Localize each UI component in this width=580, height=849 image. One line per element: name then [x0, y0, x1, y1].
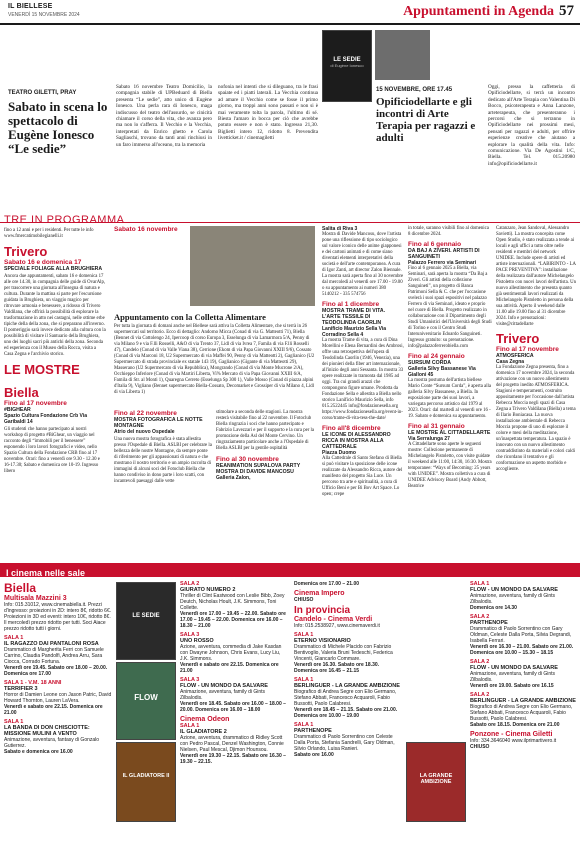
event-place: Atrio del nuovo Ospedale [114, 429, 175, 435]
cinema-sala: SALA 2 [470, 692, 490, 698]
event-place: Casa Zegna [496, 359, 525, 365]
event-text: A Cittadellarte sono aperte le seguenti mostre: Collezione permanente di Michelangelo Pistoletto, con visite guidate il weekend alle 11:00, 14:30, 16:30. Mostra temporanee: “Ways of Becoming: 25 years with UNIDEE”. Mostra collettiva a cura di UNIDEE Advisory Board (Andy Abbott, Beatrice [408, 442, 492, 489]
cinema-info: Info: 334.3646040 www.ilprimartivero.it [470, 738, 557, 744]
arte-terapia-photo [375, 30, 430, 80]
film-title: BERLINGUER - LA GRANDE AMBIZIONE [470, 698, 576, 704]
event-text: Una nuova mostra fotografica è stata allestita presso l'Ospedale di Biella. ASLBI per celebrare la bellezza delle nostre Montagne, da sempre ponte di riferimento per gli appassionati di natura e che mostrano il nostro territorio e un ampio raccolta di immagini di alcuni soci del Fotoclub Biella che hanno condiviso in dono parte i loro scatti, con incantevoli paesaggi dalle vette [114, 437, 212, 484]
cinema-name: Cinema Odeon [180, 716, 230, 723]
film-title: TERRIFIER 3 [4, 686, 38, 692]
film-times: Sabato e domenica ore 16.00 [4, 749, 73, 755]
cinema-city-biella: Biella [4, 581, 37, 595]
newspaper-name: IL BIELLESE [8, 3, 53, 10]
film-title: PARTHENOPE [470, 620, 508, 626]
event-text: Catanzaro, Jean Sandoval, Alessandro Savietti). La mostra concepita come Open Studio, è stato realizzata a tende ai locali e agli uffici a tutto oltre nelle residenti e membri del network UNIDEE. Include opere di artisti ed artiste internazionali. “LABIRINTO - LA PACE PREVENTIVA”: installazione della realizzata dall'autore Michelangelo Pistoletto con nuovi lavori dell'artista. Un nuovo allestimento che presenta quanto già sentimentali lavori realizzati da Michelangelo Pistoletto in persona della sua attività. Aperto il weekend dalle 11.00 alle 19.00 fino al 31 dicembre 2024. Info e prenotazioni: visite@cittadellarte [496, 226, 577, 327]
event-place: Lanificio Maurizio Sella Via Corradino Sella 4 [322, 326, 387, 338]
event-date: Fino all'8 dicembre [322, 425, 381, 432]
event-text: Ancora due appuntamenti, sabato 16 e domenica 17 alle ore 14.30, in compagnia delle guide di OvarAlp, per trascorrere una giornata all'insegna di natura e cultura. Durante la mattina si parte per l'escursione guidata in Brughiera, un viaggio magico per ritrovare armonia e benessere, a ridosso di Trivero Valdilana, che offrirà la possibilità di esplorare la trasformazione in atto nei castagni, nelle ottime erbe tipiche della della zona, che si preparano all'inverno. Il pomeriggio sarà invece dedicato alla cultura con la possibilità di visitare il Santuario della Brughiera, uno dei luoghi sacri più antichi della zona. Seconda ed esperienza con il Museo della Rocca, visita a Casa Zegna e l'archivio storico. [4, 274, 106, 357]
header-rule [0, 23, 580, 25]
film-title: BERLINGUER - LA GRANDE AMBIZIONE [294, 683, 400, 689]
film-title: IL GLADIATORE 2 [180, 729, 227, 735]
colletta-headline: Appuntamento con la Colletta Alimentare [114, 312, 266, 322]
film-title: PARTHENOPE [294, 728, 332, 734]
film-times: Venerdì ore 19.30 – 22.15. Sabato ore 16.30 – 19.30 – 22.15. [180, 753, 286, 765]
cinema-status: CHIUSO [294, 597, 314, 603]
event-title: LE ICONE DI ALESSANDRO RICCA IN MOSTRA ALLA CATTEDRALE [322, 432, 391, 450]
film-desc: Biografico di Andrea Segre con Elio Germano, Stefano Abbati, Francesco Acquaroli, Fabio Bussotti, Paolo Calabresi. [294, 689, 397, 707]
event-text: Fino al 6 gennaio 2025 a Biella, via Seminari, sarà aperta la mostra “Da Baj a Ziveri. Gli artisti della collezione Sanguineti”, un progetto di Banca Patrimoni Sella & C. che per l'occasione svelerà i suoi spazi espositivi nel palazzo Ferrero di via Seminari, ideato e proprio nel cuore di Biella. Progetto realizzato in collaborazione con il Dipartimento degli Studi Umanistici dell'Università degli Studi di Torino e con il Centro Studi Interuniversitario Edoardo Sanguineti. Ingresso gratuito: su prenotazione. info@palazzoferrerobiella.com [408, 266, 492, 349]
event-place: Piazza Duomo [322, 450, 356, 456]
film-times: Venerdì ore 18.45. Sabato ore 16.00 – 18.00 – 20.00. Domenica ore 16.00 – 18.00 [180, 701, 286, 713]
event-date: Fino al 24 gennaio [408, 353, 465, 360]
poster-title: LE SEDIE [333, 57, 361, 63]
programma-col3 [322, 226, 404, 498]
city-trivero: Trivero [496, 331, 540, 346]
mostra-fotografica [114, 410, 212, 485]
film-times: Venerdì ore 18.45 – 21.15. Sabato ore 21.00. Domenica ore 10.00 – 19.00 [294, 707, 398, 719]
programma-col1 [4, 228, 106, 475]
poster-gladiatore [116, 742, 176, 822]
event-date: Fino al 1 dicembre [322, 301, 380, 308]
city-biella: Biella [4, 385, 39, 400]
event-title: SURSUM CORDA [408, 360, 451, 366]
film-title: GIURATO NUMERO 2 [180, 587, 236, 593]
film-times: Sabato ore 18.15. Domenica ore 21.00 [470, 722, 560, 728]
colletta-text: Per tutta la giornata di domani anche nel Biellese sarà attiva la Colletta Alimentare, che si terrà in 26 supermercati sul territorio. Ecco di dettaglio: Andorno Micca (Conad di via G. Matteotti 71), Biella (Bennet di via Cottolengo 24, Ipercoop di corso Europa 3, Esselunga di via Lamarmora 5/A, Penny di via Milano 9 e via F.lli Rosselli, A&O di via Trento 37, Lidl di via Ivrea 7, Famila di via F.lli Rosselli 47), Candelo (Conad di via Valle Viana 38), Cerrione (Ekom di via Papa Giovanni XXIII 9/6), Cossato (Conad di via Marconi 18, U2 Supermercato di via Maffei 90, Penny di via Matteotti 2), Gaglianico (U2 Supermercato di strada provinciale ex statale 143 19), Gaglianico (Gigante di via Matteotti 29), Masserano (U2 Supermercato di via Repubblica), Mongrando (Conad di via Monte Mucrone 2/A), Occhieppo Inferiore (Conad di via Martiri Liberta, Vi% Mercato di via Papa Giovanni XXIII 6/A, Famila di Str. al Monti 1), Quaregna Cerreto (Esselunga Sp 300 1), Valle Mosso (Conad di piazza alpini d'Italia 9), Vigliano (Bennet supermercato Biella-Cossato, Decomarket e Grossiper di via Milano 4, Lidl di via Liberta 1) [114, 324, 315, 395]
poster-label: LA GRANDE AMBIZIONE [419, 773, 453, 785]
film-times: Venerdì e sabato ore 22.15. Domenica ore 21.00 [4, 704, 103, 716]
film-desc: Drammatico di Paolo Sorrentino con Celeste Dalla Porta, Stefania Sandrelli, Gary Oldman, Silvio Orlando, Luisa Ranieri. [294, 734, 395, 752]
event-date: Sabato 16 novembre [114, 226, 178, 233]
cinema-col4 [470, 581, 576, 750]
event-place: Palazzo Ferrero via Seminari [408, 260, 477, 266]
film-title: FLOW - UN MONDO DA SALVARE [180, 683, 268, 689]
film-desc: Drammatico di Margherita Ferri con Samuele Carrino, Claudia Pandolfi, Andrea Arru, Sara Ciocca, Corrado Fortuna. [4, 647, 104, 665]
event-text: Mostra di Davide Mancosu, dove l'artista pone una riflessione di tipo sociologico sul valore iconico delle anime giapponesi e dei cartoni animati e di come siano diventati elementi interpretativi della società e dell'arte contemporanea. A cura di Igor Zanti, art director Zalon Biennale. La mostra sarà aperta fino al 30 novembre dal mercoledì al venerdì ore 17.00 - 19.00 o su appuntamento ai numeri 380 5140212 - 335 574756 [322, 232, 404, 297]
event-place: Via Serralunga 27 [408, 436, 450, 442]
issue-date: VENERDÌ 15 NOVEMBRE 2024 [8, 12, 80, 18]
event-date: Fino al 6 gennaio [408, 241, 462, 248]
film-desc: Thriller di Clint Eastwood con Leslie Bibb, Zoey Deutch, Nicholas Hoult, J.K. Simmons, Toni Collette. [180, 593, 285, 611]
cinema-info: Info: 015.2538927, www.cinemaverdi.it [294, 623, 380, 629]
theatre-body-col2-extra: Biesta l'amaro in bocca per ciò che avrebbe potuto essere e non è stato. Ingresso 21,30. Biglietti intero 12, ridotto 8. Prevendita livetticket.it / cinemagiletti [218, 116, 318, 142]
cinema-provincia: In provincia [294, 605, 351, 616]
colletta-photo [190, 226, 315, 306]
film-title: ETERNO VISIONARIO [294, 638, 351, 644]
theatre-body-col2 [218, 84, 318, 142]
event-text: in totale, saranno visibili fino al domenica 8 dicembre 2024. [408, 226, 489, 237]
film-times: Venerdì e sabato ore 22.15. Domenica ore 21.00 [180, 662, 279, 674]
cinema-sala: SALA 1 [470, 581, 490, 587]
film-desc: Drammatico di Paolo Sorrentino con Gary Oldman, Celeste Dalla Porta, Silvia Degrandi, Isabella Ferrari. [470, 626, 572, 644]
event-title: SPECIALE FOLIAGE ALLA BRUGHIERA [4, 266, 103, 272]
event-title: MOSTRA FOTOGRAFICA LE NOTTE MONTAGNE [114, 417, 203, 429]
cinema-col1 [4, 581, 112, 755]
film-desc: Horror di Damien Leone con Jason Patric, David Howard Thornton, Lauren LaVera. [4, 692, 112, 704]
event-text: Gli studenti che hanno partecipato ai nostri workshop di progetto #BiGhear, un viaggio nel racconto degli “immobili per il benessere” esponendo i loro lavori fotografici e video, nello Spazio Cultura della Fondazione CRB fino al 17 novembre. Orari: fino a venerdì ore 9.30 - 12.30 e 16-17.30; Sabato e domenica ore 10-19. Ingresso libero [4, 427, 100, 474]
arte-body: Oggi, presso la caffetteria di Opificiodellarte, si terrà un incontro dedicato all'Arte Terapia con Valentina Di Bocco, psicoterapeuta e Anna Lanzone, arteterapeuta, che presenteranno i percorsi che si terranno in Opificiodellarte nei prossimi mesi, pensati per ragazzi e adulti, per offrire esperienze creative che aiutano a esplorare la qualità della vita. Info: comunicazione. Via De Agostini 1/C, Biella. Tel. 015.20980 info@opificiodellarte.it [488, 84, 575, 167]
event-text: stimolare a seconda delle stagioni. La mostra resterà visitabile fino al 22 novembre. Il Fotoclub Biella ringrazia i soci che hanno partecipato e Fabrizio Lavezzari e per il supporto e la cura per la promozione della Asl del Monte Cervino. Un ringraziamento particolare anche a l'Ospedale di Biella ASLBI per la gentile ospitalità [216, 410, 315, 451]
cinema-sala: SALA 2 [180, 581, 200, 587]
poster-label: LE SEDIE [132, 613, 160, 619]
cinema-sala: SALA 1 [294, 677, 314, 683]
event-place: Galleria Silvy Bassanese Via Gialloni 45 [408, 366, 476, 378]
event-date: Sabato 16 e domenica 17 [4, 259, 82, 266]
event-date: Fino al 30 novembre [216, 456, 279, 463]
arte-kicker: 15 NOVEMBRE, ORE 17.45 [376, 87, 453, 93]
le-sedie-poster [322, 30, 372, 102]
cinema-name: Ponzone - Cinema Giletti [470, 731, 553, 738]
mostra-fotografica-cont [216, 410, 316, 481]
film-title: FLOW - UN MONDO DA SALVARE [470, 665, 558, 671]
programma-band [0, 210, 580, 226]
event-date: Fino al 17 novembre [496, 346, 559, 353]
film-times: Venerdì ore 17.00 – 19.45 – 22.00. Sabato ore 17.00 – 19.45 – 22.00. Domenica ore 16.00 – 18.30 – 21.00 [180, 611, 286, 629]
cinema-sala: SALA 3 [180, 632, 200, 638]
poster-subtitle: di Eugène Ionesco [330, 63, 364, 68]
poster-label: FLOW [134, 693, 158, 702]
poster-label: IL GLADIATORE II [122, 773, 170, 779]
theatre-body-col1: Sabato 16 novembre Teatro Domicilio, la compagnia stabile di UPBeduard di Biella presenta “Le sedie”, atto unico di Eugène Ionesco. Una perla rara di Ionesco, maga indiscusso del teatro dell'assurdo, se cinicità chiamare il corso della vita, che avanza pero ma non lo s'afferra. Il Vecchio e la Vecchia, interpretati da Enrico ghetto e Carola Sagliaschi, trovano da tanti anni rinchiusi in un faro immerso all'oceano, tra la memoria [116, 84, 212, 148]
event-date: Fino al 17 novembre [4, 400, 67, 407]
cinema-status: CHIUSO [470, 744, 490, 750]
film-desc: Animazione, avventura, family di Gints Zilbalodis. [470, 593, 556, 605]
film-desc: Animazione, avventura, fantasy di Gonzalo Gutierrez. [4, 737, 100, 749]
cinema-col3 [294, 581, 402, 758]
film-desc: Azione, avventura, commedia di Jake Kasdan con Dwayne Johnson, Chris Evans, Lucy Liu, J.K. Simmons. [180, 644, 282, 662]
colletta-article [114, 312, 316, 396]
event-title: MOSTRA TRAME DI VITA. L'ARTE TESSILE DI TEODOLINDA CAORLIN [322, 308, 386, 326]
cinema-sala: SALA 1 [294, 632, 314, 638]
cinema-sala: SALA 1 [180, 723, 200, 729]
film-title: IL RAGAZZO DAI PANTALONI ROSA [4, 641, 99, 647]
event-text: La Fondazione Zegna presenta, fino a domenica 17 novembre 2024, la seconda attivazione con un nuovo allestimento del progetto inedito ATMOSFERICA. Stagioni e temperamenti, costruito appositamente per l'occasione dall'artista Rebecca Moccia negli spazi di Casa Zegna a Trivero Valdilana (Biella) a tema di Ilario Boniacasa. La nuova installazione ambientale di Rebecca Moccia propone di uno di esplorare il colore e mesi della meditazione, un'inaspettata temperatura. La spazio è innovato con un nuovo allestimento contraddistinto da materiali e colori caldi che ricordano il tentativo e gli conformazione un aspetto morbido e accogliente. [496, 365, 576, 472]
film-title: UNO ROSSO [180, 638, 214, 644]
film-title: FLOW - UN MONDO DA SALVARE [470, 587, 558, 593]
poster-berlinguer [406, 742, 466, 822]
event-title: REANIMATION SUPALOVA PARTY MOSTRA DI DAVIDE MANCOSU [216, 463, 301, 475]
cinema-sala: SALA 1 [294, 722, 314, 728]
film-times: Venerdì ore 19.00. Sabato ore 16.15 [470, 683, 554, 689]
cinema-name: Multisala Mazzini 3 [4, 595, 67, 602]
cinema-name: Cinema Impero [294, 590, 345, 597]
cinema-name: Candelo - Cinema Verdi [294, 616, 373, 623]
poster-le-sedie [116, 582, 176, 660]
film-desc: Azione, avventura, drammatico di Ridley Scott con Pedro Pascal, Denzel Washington, Connie Nielsen, Paul Mescal, Djimon Hounsou. [180, 735, 284, 753]
programma-col4 [408, 226, 492, 490]
mostre-heading: LE MOSTRE [4, 362, 80, 377]
cinema-sala: SALA 2 [470, 659, 490, 665]
film-desc: Animazione, avventura, family di Gints Zilbalodis. [470, 671, 556, 683]
event-text: La mostra postuma dell'artista biellese Mario Conte “Sursum Corda”, è aperta alla galleria Silvy Bassanese, a Biella. In esposizione parte dei suoi lavori, a variegata percorso artistico dal 1979 al 2023. Orari: dal martedì al venerdì ore 16 - 19. Sabato e domenica su appuntamento. [408, 378, 491, 419]
cinema-sala: SALA 3 [180, 677, 200, 683]
theatre-headline: Sabato in scena lo spettacolo di Eugène Ionesco “Le sedie” [8, 99, 108, 156]
film-times: Venerdì ore 19.45. Sabato ore 18.00 – 20.00. Domenica ore 17.00 [4, 665, 108, 677]
event-date: Fino al 22 novembre [114, 410, 177, 417]
poster-flow [116, 662, 176, 740]
theatre-kicker: TEATRO GILETTI, PRAY [8, 90, 77, 96]
film-times: Domenica ore 17.00 – 21.00 [294, 581, 360, 587]
event-place: Galleria Zalon, [216, 475, 251, 481]
event-place: Spazio Cultura Fondazione Crb Via Garibaldi 14 [4, 413, 87, 425]
page-number: 57 [559, 3, 574, 19]
arte-headline: Opificiodellarte e gli incontri di Arte Terapia per ragazzi e adulti [376, 96, 476, 144]
cinema-sala: SALA 2 [470, 614, 490, 620]
cinema-col2 [180, 581, 288, 765]
event-title: LE MOSTRE AL CITTADELLARTE [408, 430, 491, 436]
cinema-sala: SALA 1 [4, 635, 24, 641]
film-desc: Animazione, avventura, family di Gints Zilbalodis. [180, 689, 266, 701]
event-text: Alla Cattedrale di Santo Stefano di Biella si può visitare la sposizione delle icone realizzate da Alessandro Ricca, autore del manifesto del progetto Sia Luce. Un percorso tra arte e spiritualità, a cura di Ufficio Beni e per Bi Bov Art Space. Lo open; crepe [322, 456, 403, 497]
film-title: LA BANDA DI DON CHISCIOTTE: MISSIONE MULINI A VENTO [4, 725, 90, 737]
event-title: ATMOSFERICA [496, 353, 534, 359]
col1-intro: fino a 12 anni e per i residenti. Per tutte le info www.fmercatimobilegianelli.it [4, 228, 94, 239]
cinema-sala: SALA 1 - V.M. 18 ANNI [4, 680, 62, 686]
event-title: #BIGHEAR [4, 407, 31, 413]
film-desc: Drammatico di Michele Placido con Fabrizio Bentivoglio, Valeria Bruni Tedeschi, Federica Vincenti, Giancarlo Commare. [294, 644, 393, 662]
event-title: DA BAJ A ZIVERI. ARTISTI DI SANGUINETI [408, 248, 480, 260]
event-place: Salita di Riva 3 [322, 226, 358, 232]
film-times: Domenica ore 14.30 [470, 605, 517, 611]
city-trivero: Trivero [4, 244, 48, 259]
programma-col5 [496, 226, 576, 473]
cinema-band-title: I cinema nelle sale [6, 568, 86, 578]
theatre-body-col2-text: nofonia nel intenti che si dileguano, tra le frasi spaiate ed i piatti laterali. La Vecchia continua ad amare il Vecchio come se fosse il primo giorno, ma troppi anni sono passati e non si è mai veramente tolta la parola, l'ultimo di sé. [218, 84, 318, 116]
section-title: Appuntamenti in Agenda [403, 4, 554, 19]
event-text: La mostra Trame di vita, a cura di Dina Morellini e Elena Bernardini des Ambrosi, offre una retrospettiva dell'opera di Teodolinda Caorlin (1946, Venezia), una dei pionieri della fiber art internazionale, all'inizio degli anni Sessanta. In mostra 33 opere realizzate in tramonta dal 1985 ad oggi. Tra cui grandi arazzi che compongono figure umane. Prodotta da Fondazione Sella e allestita a Biella nello storico Lanificio Maurizio Sella, info 015.2522445 info@fondazionesella.org https://www.fondazionesella.org/event-in-corso/trame-di-vita-tess-the-date/ [322, 338, 404, 421]
cinema-info: Info: 015.31012, www.cinemabiella.it. Prezzi d'ingresso: proiezioni in 2D: intero 8€, ridotto 6€. Proiezioni in 3D ed eventi: intero 10€, ridotto 8€. Il mercoledì prezzo ridotto per tutti. Soci Aiace prezzo ridotto tutti i giorni. [4, 602, 112, 632]
programma-band-title: TRE IN PROGRAMMA [4, 214, 125, 226]
film-desc: Biografico di Andrea Segre con Elio Germano, Stefano Abbati, Francesco Acquaroli, Fabio Bussotti, Paolo Calabresi. [470, 704, 573, 722]
film-times: Sabato ore 16.00 [294, 752, 334, 758]
cinema-band [0, 563, 580, 577]
film-times: Venerdì ore 16.30 – 21.00. Sabato ore 21.00. Domenica ore 10.00 – 15.30 – 18.15 [470, 644, 574, 656]
event-date: Fino al 31 gennaio [408, 423, 465, 430]
cinema-sala: SALA 1 [4, 719, 24, 725]
film-times: Venerdì ore 16.30. Sabato ore 18.30. Domenica ore 16.45 – 21.15 [294, 662, 380, 674]
